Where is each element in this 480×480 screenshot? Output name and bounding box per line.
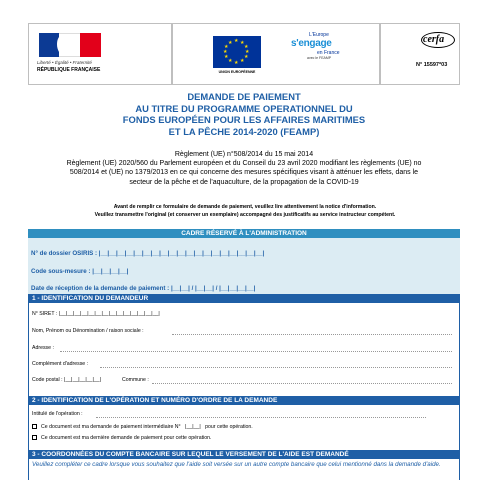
admin-section-title: CADRE RÉSERVÉ À L'ADMINISTRATION bbox=[28, 229, 460, 238]
section1-title: 1 - IDENTIFICATION DU DEMANDEUR bbox=[28, 294, 460, 303]
title-line: FONDS EUROPÉEN POUR LES AFFAIRES MARITIMES bbox=[122, 114, 366, 125]
regulation-line: Règlement (UE) n°508/2014 du 15 mai 2014 bbox=[174, 151, 314, 158]
title-line: ET LA PÊCHE 2014-2020 (FEAMP) bbox=[168, 125, 320, 137]
section3-info: Veuillez compléter ce cadre lorsque vous souhaitez que l'aide soit versée sur un autre compte bancaire que celui mentionné dans la demande d'aide. bbox=[32, 461, 441, 468]
intitule-label: Intitulé de l'opération : bbox=[32, 411, 83, 417]
notice-line: Avant de remplir ce formulaire de demande de paiement, veuillez lire attentivement la notice d'information. bbox=[113, 204, 377, 210]
intitule-input[interactable] bbox=[96, 417, 426, 418]
cerfa-number: N° 15597*03 bbox=[416, 62, 448, 68]
check1-checkbox[interactable] bbox=[32, 424, 37, 429]
admin-section bbox=[28, 238, 460, 294]
cerfa-box bbox=[380, 23, 460, 85]
europe-engage-logo bbox=[291, 32, 351, 78]
notice bbox=[30, 203, 460, 219]
code-sous-mesure-field[interactable]: Code sous-mesure : |__|__|__|__| bbox=[31, 268, 129, 275]
check2-checkbox[interactable] bbox=[32, 435, 37, 440]
siret-field[interactable]: N° SIRET : |__|__|__|__|__|__|__|__|__|__|__|__|__|__| bbox=[32, 311, 160, 317]
title-line: DEMANDE DE PAIEMENT bbox=[187, 91, 301, 102]
eu-flag-icon: ★ ★ ★ ★ ★ ★ ★ ★ ★ ★ ★ ★ bbox=[213, 36, 261, 68]
engage-line-4: avec le FEAMP bbox=[307, 56, 332, 60]
check1-label: Ce document est ma demande de paiement intermédiaire N° bbox=[41, 424, 181, 430]
section3-title: 3 - COORDONNÉES DU COMPTE BANCAIRE SUR LEQUEL LE VERSEMENT DE L'AIDE EST DEMANDÉ bbox=[28, 450, 460, 459]
eu-label: UNION EUROPÉENNE bbox=[218, 70, 256, 74]
complement-label: Complément d'adresse : bbox=[32, 361, 89, 367]
header-logos bbox=[28, 23, 460, 85]
regulations bbox=[38, 150, 450, 187]
complement-input[interactable] bbox=[100, 367, 452, 368]
engage-line-1: L'Europe bbox=[309, 32, 329, 38]
cerfa-logo: cerfa bbox=[423, 34, 445, 45]
republic-name: RÉPUBLIQUE FRANÇAISE bbox=[37, 67, 101, 73]
commune-input[interactable] bbox=[152, 383, 452, 384]
republic-logo-box bbox=[28, 23, 172, 85]
nom-input[interactable] bbox=[172, 334, 452, 335]
eu-logo-box bbox=[172, 23, 380, 85]
engage-line-2: s'engage bbox=[291, 38, 332, 49]
check1-row bbox=[32, 424, 253, 430]
marianne-logo-icon bbox=[39, 33, 101, 57]
adresse-label: Adresse : bbox=[32, 345, 54, 351]
check2-label: Ce document est ma dernière demande de paiement pour cette opération. bbox=[41, 435, 212, 441]
notice-line: Veuillez transmettre l'original (et conserver un exemplaire) accompagné des justificatifs au service instructeur compétent. bbox=[94, 212, 396, 218]
check2-row bbox=[32, 435, 211, 441]
form-title bbox=[28, 91, 460, 137]
check1-end-label: pour cette opération. bbox=[205, 424, 253, 430]
section2-title: 2 - IDENTIFICATION DE L'OPÉRATION ET NUMÉRO D'ORDRE DE LA DEMANDE bbox=[28, 396, 460, 405]
republic-motto: Liberté • Égalité • Fraternité bbox=[37, 60, 92, 65]
commune-label: Commune : bbox=[122, 377, 149, 383]
osiris-field[interactable]: N° de dossier OSIRIS : |__|__|__|__|__|__|__|__|__|__|__|__|__|__|__|__|__|__|__| bbox=[31, 250, 265, 257]
code-postal-field[interactable]: Code postal : |__|__|__|__|__| bbox=[32, 377, 101, 383]
adresse-input[interactable] bbox=[60, 351, 452, 352]
title-line: AU TITRE DU PROGRAMME OPERATIONNEL DU bbox=[135, 102, 353, 114]
nom-label: Nom, Prénom ou Dénomination / raison sociale : bbox=[32, 328, 144, 334]
engage-line-3: en France bbox=[317, 50, 340, 56]
regulation-line: Règlement (UE) 2020/560 du Parlement européen et du Conseil du 23 avril 2020 modifiant les règlements (UE) no bbox=[66, 160, 422, 168]
regulation-line: secteur de la pêche et de l'aquaculture, de la propagation de la COVID-19 bbox=[129, 178, 359, 186]
regulation-line: 508/2014 et (UE) no 1379/2013 en ce qui concerne des mesures spécifiques visant à atténuer les effets, dans le bbox=[69, 169, 419, 177]
check1-number-field[interactable]: |__|__| bbox=[185, 424, 201, 430]
date-reception-field[interactable]: Date de réception de la demande de paiement : |__|__| / |__|__| / |__|__|__|__| bbox=[31, 285, 256, 292]
